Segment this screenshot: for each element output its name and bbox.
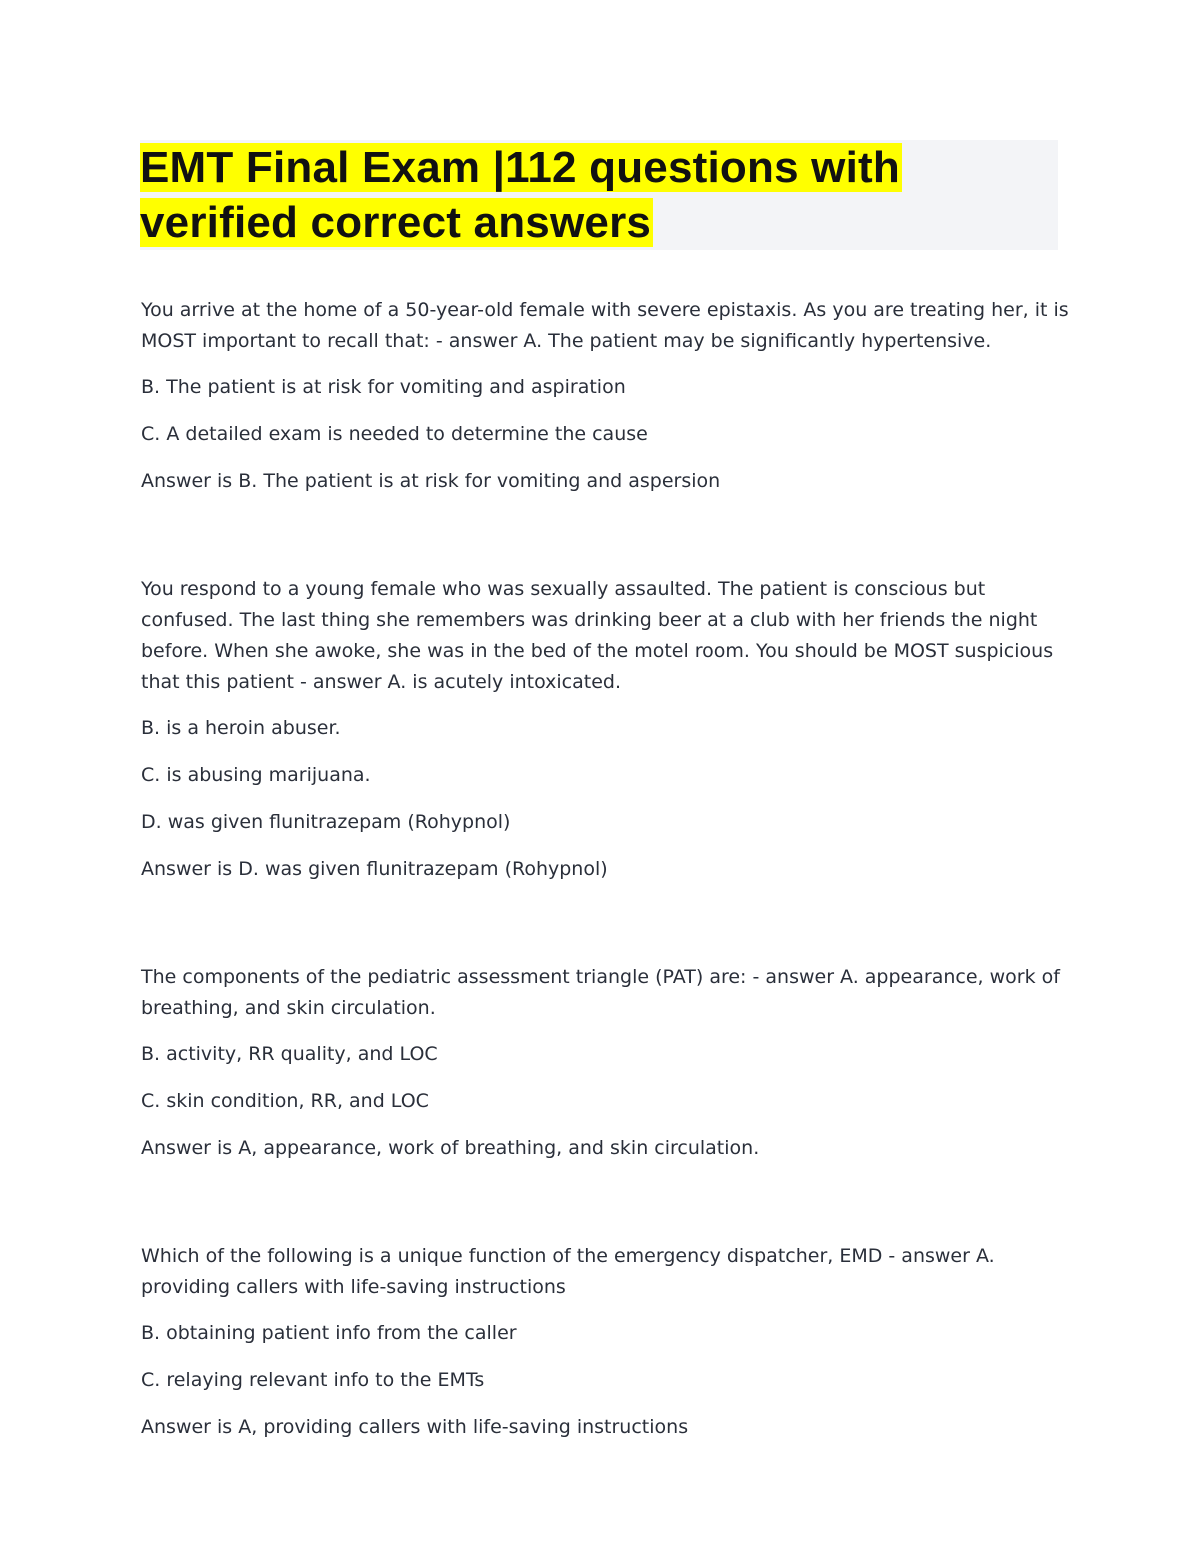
question-text: You arrive at the home of a 50-year-old female with severe epistaxis. As you are treating her, it is MOST important to recall that: - answer A. The patient may be significantly hypertensive. [141,299,1069,352]
correct-answer: Answer is A, appearance, work of breathing, and skin circulation. [141,1137,760,1159]
correct-answer: Answer is B. The patient is at risk for vomiting and aspersion [141,470,721,492]
question-block-1 [141,295,1071,497]
question-block-3 [141,962,1071,1164]
document-title [140,140,1058,250]
answer-option: B. The patient is at risk for vomiting and aspiration [141,376,626,398]
correct-answer: Answer is D. was given flunitrazepam (Rohypnol) [141,858,608,880]
answer-option: C. is abusing marijuana. [141,764,371,786]
question-block-4 [141,1241,1071,1443]
question-text: You respond to a young female who was sexually assaulted. The patient is conscious but confused. The last thing she remembers was drinking beer at a club with her friends the night before. When she awoke, she was in the bed of the motel room. You should be MOST suspicious that this patient - answer A. is acutely intoxicated. [141,578,1054,693]
title-block [140,140,1058,250]
correct-answer: Answer is A, providing callers with life-saving instructions [141,1416,689,1438]
answer-option: C. skin condition, RR, and LOC [141,1090,429,1112]
answer-option: B. activity, RR quality, and LOC [141,1043,438,1065]
answer-option: D. was given flunitrazepam (Rohypnol) [141,811,511,833]
question-text: Which of the following is a unique function of the emergency dispatcher, EMD - answer A. providing callers with life-saving instructions [141,1245,995,1298]
answer-option: C. relaying relevant info to the EMTs [141,1369,485,1391]
answer-option: B. obtaining patient info from the caller [141,1322,517,1344]
document-title-text: EMT Final Exam |112 questions with verified correct answers [140,143,900,247]
question-text: The components of the pediatric assessment triangle (PAT) are: - answer A. appearance, work of breathing, and skin circulation. [141,966,1060,1019]
questions-list [141,295,1071,1443]
question-block-2 [141,574,1071,885]
answer-option: B. is a heroin abuser. [141,717,341,739]
answer-option: C. A detailed exam is needed to determine the cause [141,423,648,445]
